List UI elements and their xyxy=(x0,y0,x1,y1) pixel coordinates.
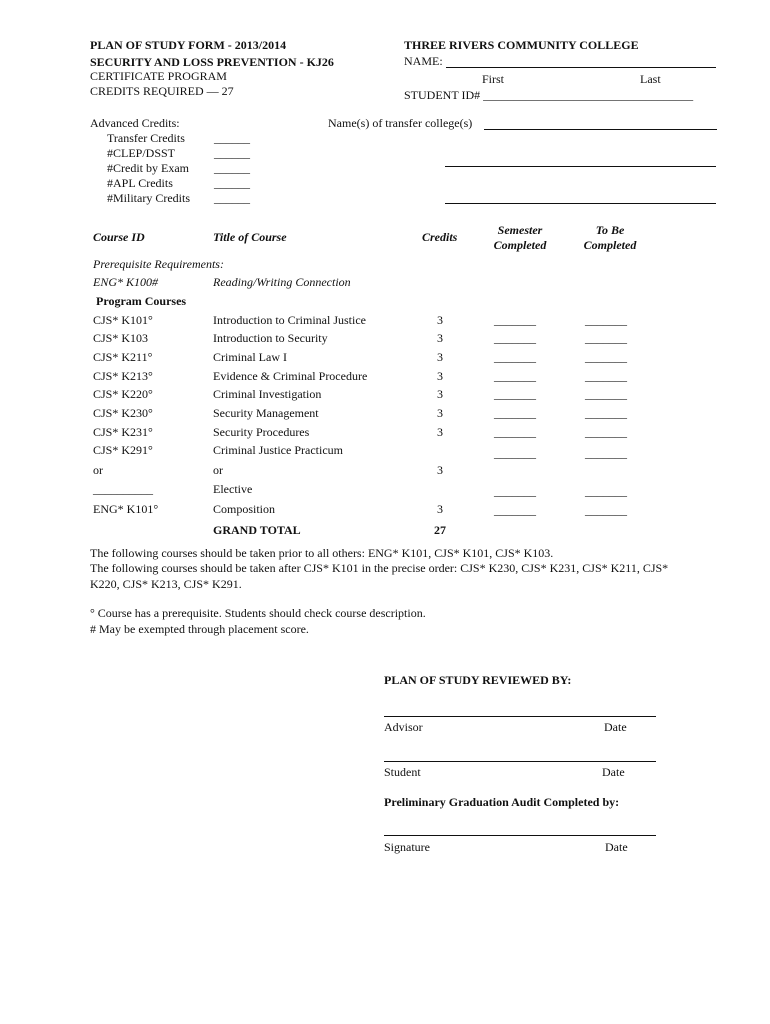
advisor-signature-line[interactable] xyxy=(384,716,656,717)
transfer-college-field-1[interactable] xyxy=(484,129,717,130)
transfer-credits-blank[interactable]: ______ xyxy=(214,131,250,145)
to-be-completed-blank[interactable]: _______ xyxy=(585,425,627,439)
course-credits: 3 xyxy=(437,387,443,401)
to-be-completed-blank[interactable]: _______ xyxy=(585,446,627,460)
signature-label: Signature xyxy=(384,840,430,854)
semester-completed-blank[interactable]: _______ xyxy=(494,484,536,498)
note-line-2: The following courses should be taken after CJS* K101 in the precise order: CJS* K230, CJS* K231, CJS* K211, CJS* xyxy=(90,561,669,575)
course-title: Introduction to Criminal Justice xyxy=(213,313,366,327)
course-title: Elective xyxy=(213,482,253,496)
course-title: Security Procedures xyxy=(213,425,310,439)
course-credits: 3 xyxy=(437,313,443,327)
course-id: CJS* K211° xyxy=(93,350,153,364)
course-credits: 3 xyxy=(437,463,443,477)
grand-total-value: 27 xyxy=(434,523,446,537)
course-id: CJS* K103 xyxy=(93,331,149,345)
course-id: CJS* K213° xyxy=(93,369,153,383)
transfer-college-label: Name(s) of transfer college(s) xyxy=(328,116,473,130)
header-semester-line2: Completed xyxy=(493,238,547,252)
course-credits: 3 xyxy=(437,350,443,364)
header-course-id: Course ID xyxy=(93,230,145,244)
course-id: __________ xyxy=(93,482,153,496)
note-line-3: K220, CJS* K213, CJS* K291. xyxy=(90,577,242,591)
audit-signature-line[interactable] xyxy=(384,835,656,836)
course-credits: 3 xyxy=(437,406,443,420)
student-id-field[interactable]: STUDENT ID# ___________________________________ xyxy=(404,88,694,102)
credits-required: CREDITS REQUIRED — 27 xyxy=(90,84,234,98)
credit-by-exam-label: #Credit by Exam xyxy=(107,161,189,175)
audit-heading: Preliminary Graduation Audit Completed by: xyxy=(384,795,620,809)
course-id: CJS* K230° xyxy=(93,406,153,420)
student-label: Student xyxy=(384,765,421,779)
advisor-date-label: Date xyxy=(604,720,627,734)
transfer-college-field-2[interactable] xyxy=(445,166,716,167)
semester-completed-blank[interactable]: _______ xyxy=(494,503,536,517)
to-be-completed-blank[interactable]: _______ xyxy=(585,369,627,383)
advanced-credits-title: Advanced Credits: xyxy=(90,116,180,130)
to-be-completed-blank[interactable]: _______ xyxy=(585,503,627,517)
student-date-label: Date xyxy=(602,765,625,779)
course-id: CJS* K231° xyxy=(93,425,153,439)
semester-completed-blank[interactable]: _______ xyxy=(494,446,536,460)
semester-completed-blank[interactable]: _______ xyxy=(494,313,536,327)
header-semester-line1: Semester xyxy=(497,223,543,237)
form-title: PLAN OF STUDY FORM - 2013/2014 xyxy=(90,38,287,52)
name-field[interactable] xyxy=(446,67,716,68)
transfer-credits-label: Transfer Credits xyxy=(107,131,185,145)
review-heading: PLAN OF STUDY REVIEWED BY: xyxy=(384,673,572,687)
apl-credits-label: #APL Credits xyxy=(107,176,173,190)
footnote-prerequisite: ° Course has a prerequisite. Students should check course description. xyxy=(90,606,426,620)
course-credits: 3 xyxy=(437,425,443,439)
clep-dsst-blank[interactable]: ______ xyxy=(214,146,250,160)
course-title: Criminal Investigation xyxy=(213,387,322,401)
course-title: Security Management xyxy=(213,406,319,420)
course-title: Criminal Justice Practicum xyxy=(213,443,343,457)
last-name-label: Last xyxy=(640,72,661,86)
footnote-placement: # May be exempted through placement score. xyxy=(90,622,309,636)
course-id: or xyxy=(93,463,103,477)
course-id: CJS* K220° xyxy=(93,387,153,401)
course-title: or xyxy=(213,463,223,477)
course-id: CJS* K101° xyxy=(93,313,153,327)
course-title: Evidence & Criminal Procedure xyxy=(213,369,368,383)
transfer-college-field-3[interactable] xyxy=(445,203,716,204)
military-credits-blank[interactable]: ______ xyxy=(214,191,250,205)
to-be-completed-blank[interactable]: _______ xyxy=(585,484,627,498)
semester-completed-blank[interactable]: _______ xyxy=(494,350,536,364)
header-tobe-line2: Completed xyxy=(583,238,637,252)
grand-total-label: GRAND TOTAL xyxy=(213,523,301,537)
course-id: CJS* K291° xyxy=(93,443,153,457)
semester-completed-blank[interactable]: _______ xyxy=(494,369,536,383)
name-label: NAME: xyxy=(404,54,443,68)
course-id: ENG* K101° xyxy=(93,502,159,516)
course-credits: 3 xyxy=(437,331,443,345)
to-be-completed-blank[interactable]: _______ xyxy=(585,331,627,345)
advisor-label: Advisor xyxy=(384,720,423,734)
apl-credits-blank[interactable]: ______ xyxy=(214,176,250,190)
course-title: Criminal Law I xyxy=(213,350,287,364)
header-semester xyxy=(480,223,560,253)
course-title: Introduction to Security xyxy=(213,331,328,345)
college-name: THREE RIVERS COMMUNITY COLLEGE xyxy=(404,38,639,52)
program-courses-heading: Program Courses xyxy=(96,294,187,308)
header-tobe-line1: To Be xyxy=(595,223,625,237)
prereq-heading: Prerequisite Requirements: xyxy=(93,257,224,271)
semester-completed-blank[interactable]: _______ xyxy=(494,425,536,439)
prereq-course-title: Reading/Writing Connection xyxy=(213,275,351,289)
header-to-be-completed xyxy=(570,223,650,253)
program-name: SECURITY AND LOSS PREVENTION - KJ26 xyxy=(90,55,334,69)
course-credits: 3 xyxy=(437,502,443,516)
header-credits: Credits xyxy=(422,230,458,244)
semester-completed-blank[interactable]: _______ xyxy=(494,406,536,420)
program-type: CERTIFICATE PROGRAM xyxy=(90,69,227,83)
signature-date-label: Date xyxy=(605,840,628,854)
course-credits: 3 xyxy=(437,369,443,383)
semester-completed-blank[interactable]: _______ xyxy=(494,387,536,401)
to-be-completed-blank[interactable]: _______ xyxy=(585,406,627,420)
prereq-course-id: ENG* K100# xyxy=(93,275,159,289)
student-signature-line[interactable] xyxy=(384,761,656,762)
course-title: Composition xyxy=(213,502,276,516)
first-name-label: First xyxy=(482,72,505,86)
to-be-completed-blank[interactable]: _______ xyxy=(585,387,627,401)
header-course-title: Title of Course xyxy=(213,230,287,244)
note-line-1: The following courses should be taken prior to all others: ENG* K101, CJS* K101, CJS* K103. xyxy=(90,546,554,560)
to-be-completed-blank[interactable]: _______ xyxy=(585,313,627,327)
military-credits-label: #Military Credits xyxy=(107,191,190,205)
clep-dsst-label: #CLEP/DSST xyxy=(107,146,176,160)
semester-completed-blank[interactable]: _______ xyxy=(494,331,536,345)
credit-by-exam-blank[interactable]: ______ xyxy=(214,161,250,175)
to-be-completed-blank[interactable]: _______ xyxy=(585,350,627,364)
